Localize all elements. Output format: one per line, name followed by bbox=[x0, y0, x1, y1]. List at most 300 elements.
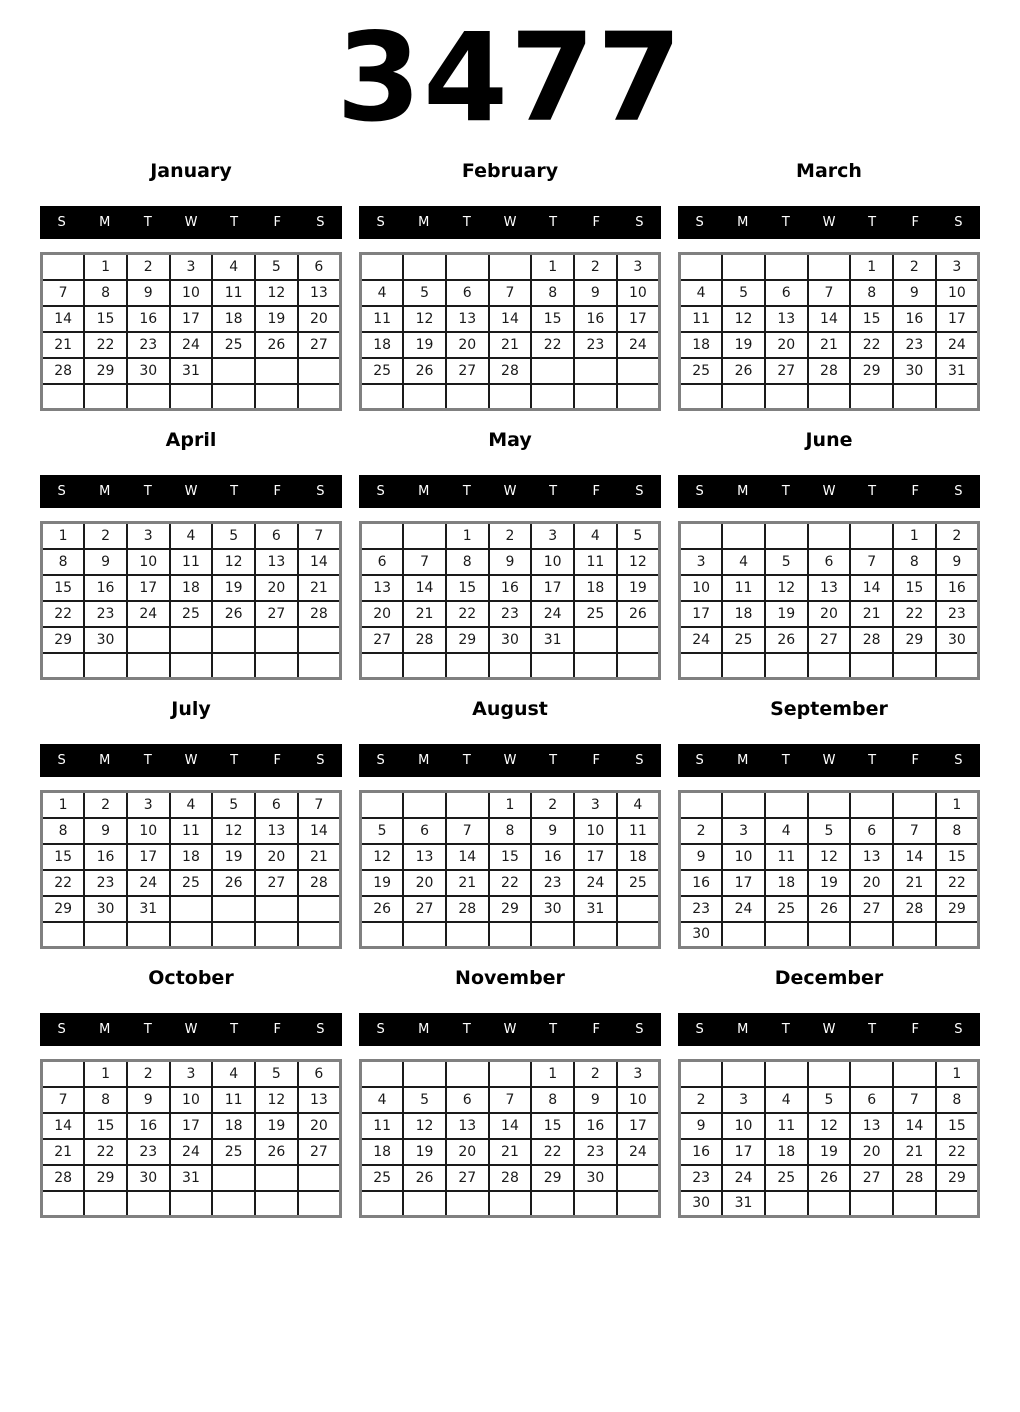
week-row bbox=[680, 306, 979, 332]
month-table bbox=[40, 521, 342, 680]
week-row bbox=[42, 792, 341, 818]
day-cell: 12 bbox=[808, 844, 851, 870]
day-cell: 17 bbox=[722, 870, 765, 896]
day-cell: 19 bbox=[765, 601, 808, 627]
day-cell: 19 bbox=[361, 870, 404, 896]
day-cell: 13 bbox=[765, 306, 808, 332]
day-cell: 21 bbox=[446, 870, 489, 896]
day-cell bbox=[212, 384, 255, 410]
day-cell bbox=[170, 896, 213, 922]
day-cell bbox=[127, 922, 170, 948]
week-row bbox=[42, 332, 341, 358]
day-cell: 11 bbox=[170, 549, 213, 575]
weekday-label: S bbox=[695, 484, 704, 499]
month-table bbox=[359, 1059, 661, 1218]
day-cell: 29 bbox=[42, 896, 85, 922]
week-row bbox=[42, 896, 341, 922]
day-cell bbox=[617, 1165, 660, 1191]
day-cell: 25 bbox=[722, 627, 765, 653]
day-cell bbox=[361, 1061, 404, 1087]
weekday-label: T bbox=[143, 753, 152, 768]
day-cell bbox=[361, 254, 404, 280]
day-cell: 18 bbox=[361, 1139, 404, 1165]
day-cell bbox=[255, 384, 298, 410]
weekday-label: S bbox=[635, 753, 644, 768]
day-cell: 6 bbox=[298, 1061, 341, 1087]
day-cell: 1 bbox=[531, 254, 574, 280]
day-cell: 30 bbox=[574, 1165, 617, 1191]
day-cell: 2 bbox=[127, 1061, 170, 1087]
day-cell bbox=[808, 384, 851, 410]
day-cell: 21 bbox=[489, 1139, 532, 1165]
day-cell: 6 bbox=[255, 523, 298, 549]
day-cell: 22 bbox=[446, 601, 489, 627]
week-row bbox=[361, 1191, 660, 1217]
day-cell: 18 bbox=[574, 575, 617, 601]
day-cell: 8 bbox=[850, 280, 893, 306]
day-cell: 23 bbox=[84, 601, 127, 627]
weekday-label: S bbox=[376, 215, 385, 230]
weekday-label: T bbox=[230, 1022, 239, 1037]
day-cell: 6 bbox=[298, 254, 341, 280]
day-cell: 6 bbox=[361, 549, 404, 575]
day-cell: 23 bbox=[680, 896, 723, 922]
day-cell: 29 bbox=[446, 627, 489, 653]
day-cell: 5 bbox=[403, 280, 446, 306]
day-cell bbox=[42, 1191, 85, 1217]
day-cell bbox=[361, 384, 404, 410]
day-cell bbox=[298, 1191, 341, 1217]
day-cell: 3 bbox=[722, 818, 765, 844]
day-cell: 30 bbox=[680, 1191, 723, 1217]
day-cell bbox=[808, 792, 851, 818]
week-row bbox=[680, 358, 979, 384]
week-row bbox=[42, 653, 341, 679]
day-cell: 27 bbox=[403, 896, 446, 922]
month-table bbox=[678, 521, 980, 680]
day-cell bbox=[680, 254, 723, 280]
day-cell: 20 bbox=[361, 601, 404, 627]
day-cell: 19 bbox=[808, 870, 851, 896]
day-cell bbox=[489, 384, 532, 410]
day-cell: 8 bbox=[446, 549, 489, 575]
day-cell bbox=[127, 653, 170, 679]
day-cell: 29 bbox=[84, 1165, 127, 1191]
day-cell bbox=[489, 1061, 532, 1087]
day-cell: 19 bbox=[255, 306, 298, 332]
day-cell: 31 bbox=[722, 1191, 765, 1217]
day-cell: 19 bbox=[808, 1139, 851, 1165]
day-cell bbox=[936, 922, 979, 948]
month-section bbox=[40, 429, 342, 680]
month-name: June bbox=[805, 429, 853, 451]
day-cell: 28 bbox=[893, 896, 936, 922]
day-cell bbox=[765, 1191, 808, 1217]
day-cell: 2 bbox=[127, 254, 170, 280]
day-cell bbox=[446, 254, 489, 280]
day-cell: 18 bbox=[212, 1113, 255, 1139]
day-cell: 21 bbox=[403, 601, 446, 627]
day-cell: 10 bbox=[617, 280, 660, 306]
weekday-label: M bbox=[418, 753, 430, 768]
weekday-label: S bbox=[954, 753, 963, 768]
month-table bbox=[359, 252, 661, 411]
week-row bbox=[361, 358, 660, 384]
day-cell: 10 bbox=[170, 1087, 213, 1113]
day-cell: 31 bbox=[170, 1165, 213, 1191]
day-cell: 5 bbox=[722, 280, 765, 306]
day-cell: 7 bbox=[808, 280, 851, 306]
day-cell: 8 bbox=[84, 280, 127, 306]
day-cell: 22 bbox=[531, 332, 574, 358]
weekday-label: S bbox=[376, 484, 385, 499]
day-cell bbox=[617, 653, 660, 679]
day-cell: 28 bbox=[893, 1165, 936, 1191]
day-cell bbox=[893, 922, 936, 948]
month-name: October bbox=[148, 967, 234, 989]
day-cell: 11 bbox=[765, 1113, 808, 1139]
day-cell: 7 bbox=[893, 818, 936, 844]
day-cell bbox=[212, 358, 255, 384]
day-cell: 13 bbox=[298, 280, 341, 306]
month-name: April bbox=[165, 429, 217, 451]
day-cell bbox=[893, 1191, 936, 1217]
day-cell: 31 bbox=[531, 627, 574, 653]
day-cell: 14 bbox=[893, 844, 936, 870]
day-cell bbox=[361, 1191, 404, 1217]
day-cell bbox=[84, 922, 127, 948]
day-cell bbox=[936, 653, 979, 679]
day-cell: 3 bbox=[127, 523, 170, 549]
day-cell: 4 bbox=[765, 818, 808, 844]
weekday-label: W bbox=[822, 215, 836, 230]
day-cell: 2 bbox=[574, 1061, 617, 1087]
week-row bbox=[42, 601, 341, 627]
day-cell: 14 bbox=[893, 1113, 936, 1139]
day-cell: 22 bbox=[84, 332, 127, 358]
day-cell: 5 bbox=[212, 523, 255, 549]
weekday-label: S bbox=[635, 484, 644, 499]
day-cell: 28 bbox=[489, 358, 532, 384]
month-section bbox=[678, 698, 980, 949]
day-cell: 25 bbox=[170, 870, 213, 896]
day-cell: 8 bbox=[936, 1087, 979, 1113]
day-cell: 16 bbox=[84, 844, 127, 870]
day-cell bbox=[574, 1191, 617, 1217]
day-cell: 12 bbox=[255, 1087, 298, 1113]
day-cell: 3 bbox=[170, 254, 213, 280]
day-cell: 27 bbox=[298, 332, 341, 358]
day-cell: 26 bbox=[617, 601, 660, 627]
day-cell: 13 bbox=[298, 1087, 341, 1113]
day-cell: 16 bbox=[84, 575, 127, 601]
week-row bbox=[361, 384, 660, 410]
day-cell: 30 bbox=[84, 627, 127, 653]
day-cell: 10 bbox=[936, 280, 979, 306]
day-cell: 24 bbox=[170, 332, 213, 358]
day-cell bbox=[361, 922, 404, 948]
day-cell: 30 bbox=[489, 627, 532, 653]
day-cell bbox=[403, 1061, 446, 1087]
day-cell: 26 bbox=[808, 1165, 851, 1191]
day-cell: 21 bbox=[893, 870, 936, 896]
day-cell bbox=[850, 792, 893, 818]
week-row bbox=[680, 1113, 979, 1139]
week-row bbox=[361, 922, 660, 948]
day-cell: 1 bbox=[850, 254, 893, 280]
day-cell: 3 bbox=[531, 523, 574, 549]
week-row bbox=[680, 844, 979, 870]
day-cell: 26 bbox=[255, 332, 298, 358]
day-cell: 24 bbox=[170, 1139, 213, 1165]
weekday-header-bar bbox=[359, 1013, 661, 1046]
day-cell: 7 bbox=[298, 523, 341, 549]
day-cell bbox=[255, 922, 298, 948]
weekday-label: W bbox=[503, 753, 517, 768]
day-cell: 30 bbox=[127, 1165, 170, 1191]
day-cell: 28 bbox=[403, 627, 446, 653]
day-cell: 17 bbox=[722, 1139, 765, 1165]
month-section bbox=[40, 160, 342, 411]
day-cell: 24 bbox=[722, 1165, 765, 1191]
weekday-label: M bbox=[99, 215, 111, 230]
day-cell: 14 bbox=[446, 844, 489, 870]
weekday-label: S bbox=[376, 1022, 385, 1037]
month-name: May bbox=[488, 429, 532, 451]
day-cell: 11 bbox=[765, 844, 808, 870]
day-cell: 13 bbox=[361, 575, 404, 601]
day-cell: 15 bbox=[531, 306, 574, 332]
day-cell: 28 bbox=[489, 1165, 532, 1191]
week-row bbox=[42, 1191, 341, 1217]
day-cell: 30 bbox=[936, 627, 979, 653]
day-cell bbox=[255, 627, 298, 653]
day-cell: 26 bbox=[808, 896, 851, 922]
day-cell: 19 bbox=[722, 332, 765, 358]
week-row bbox=[42, 844, 341, 870]
day-cell: 21 bbox=[298, 575, 341, 601]
day-cell: 27 bbox=[298, 1139, 341, 1165]
day-cell: 9 bbox=[680, 1113, 723, 1139]
day-cell: 5 bbox=[765, 549, 808, 575]
day-cell: 12 bbox=[212, 549, 255, 575]
week-row bbox=[42, 1165, 341, 1191]
months-grid bbox=[0, 152, 1020, 1218]
day-cell: 24 bbox=[936, 332, 979, 358]
day-cell bbox=[808, 1191, 851, 1217]
weekday-label: S bbox=[954, 215, 963, 230]
day-cell: 15 bbox=[893, 575, 936, 601]
day-cell: 31 bbox=[127, 896, 170, 922]
day-cell bbox=[850, 922, 893, 948]
day-cell: 13 bbox=[850, 1113, 893, 1139]
day-cell: 6 bbox=[446, 1087, 489, 1113]
day-cell bbox=[446, 922, 489, 948]
week-row bbox=[680, 549, 979, 575]
month-table bbox=[359, 790, 661, 949]
day-cell: 11 bbox=[722, 575, 765, 601]
day-cell: 25 bbox=[361, 1165, 404, 1191]
day-cell: 24 bbox=[531, 601, 574, 627]
weekday-label: W bbox=[503, 1022, 517, 1037]
day-cell: 12 bbox=[361, 844, 404, 870]
day-cell: 1 bbox=[84, 1061, 127, 1087]
day-cell: 3 bbox=[127, 792, 170, 818]
day-cell bbox=[255, 1191, 298, 1217]
day-cell: 27 bbox=[850, 1165, 893, 1191]
day-cell: 10 bbox=[127, 549, 170, 575]
week-row bbox=[42, 1087, 341, 1113]
day-cell: 15 bbox=[84, 1113, 127, 1139]
day-cell: 27 bbox=[255, 870, 298, 896]
day-cell bbox=[212, 653, 255, 679]
week-row bbox=[361, 601, 660, 627]
week-row bbox=[361, 575, 660, 601]
day-cell: 1 bbox=[936, 792, 979, 818]
day-cell: 8 bbox=[42, 818, 85, 844]
day-cell bbox=[765, 792, 808, 818]
weekday-label: W bbox=[822, 1022, 836, 1037]
week-row bbox=[42, 1113, 341, 1139]
weekday-label: T bbox=[462, 1022, 471, 1037]
day-cell: 12 bbox=[403, 1113, 446, 1139]
month-name: March bbox=[796, 160, 862, 182]
day-cell: 28 bbox=[42, 358, 85, 384]
day-cell bbox=[403, 523, 446, 549]
day-cell: 7 bbox=[403, 549, 446, 575]
day-cell: 19 bbox=[403, 1139, 446, 1165]
month-name: January bbox=[150, 160, 232, 182]
day-cell: 21 bbox=[42, 332, 85, 358]
day-cell bbox=[446, 1061, 489, 1087]
month-name: July bbox=[171, 698, 211, 720]
week-row bbox=[361, 1061, 660, 1087]
day-cell: 16 bbox=[127, 1113, 170, 1139]
weekday-label: M bbox=[737, 484, 749, 499]
day-cell bbox=[893, 384, 936, 410]
day-cell: 17 bbox=[617, 306, 660, 332]
day-cell: 8 bbox=[84, 1087, 127, 1113]
weekday-label: S bbox=[376, 753, 385, 768]
day-cell: 9 bbox=[531, 818, 574, 844]
month-table bbox=[359, 521, 661, 680]
month-name: December bbox=[774, 967, 884, 989]
day-cell: 23 bbox=[84, 870, 127, 896]
day-cell: 30 bbox=[531, 896, 574, 922]
day-cell bbox=[42, 653, 85, 679]
day-cell bbox=[298, 358, 341, 384]
day-cell bbox=[574, 384, 617, 410]
day-cell: 6 bbox=[403, 818, 446, 844]
day-cell bbox=[489, 653, 532, 679]
week-row bbox=[680, 627, 979, 653]
day-cell: 25 bbox=[170, 601, 213, 627]
day-cell: 25 bbox=[212, 1139, 255, 1165]
day-cell: 15 bbox=[936, 844, 979, 870]
week-row bbox=[42, 254, 341, 280]
day-cell: 18 bbox=[212, 306, 255, 332]
weekday-label: S bbox=[57, 753, 66, 768]
day-cell: 3 bbox=[680, 549, 723, 575]
day-cell: 4 bbox=[680, 280, 723, 306]
day-cell: 15 bbox=[84, 306, 127, 332]
day-cell: 13 bbox=[446, 1113, 489, 1139]
day-cell: 25 bbox=[765, 1165, 808, 1191]
day-cell: 14 bbox=[489, 306, 532, 332]
day-cell: 20 bbox=[446, 332, 489, 358]
day-cell: 23 bbox=[489, 601, 532, 627]
week-row bbox=[42, 358, 341, 384]
day-cell: 4 bbox=[361, 1087, 404, 1113]
weekday-label: M bbox=[418, 215, 430, 230]
weekday-label: T bbox=[230, 484, 239, 499]
week-row bbox=[361, 1139, 660, 1165]
week-row bbox=[680, 575, 979, 601]
day-cell bbox=[255, 1165, 298, 1191]
day-cell: 16 bbox=[680, 1139, 723, 1165]
day-cell bbox=[298, 1165, 341, 1191]
day-cell: 20 bbox=[850, 1139, 893, 1165]
day-cell: 24 bbox=[127, 601, 170, 627]
day-cell: 27 bbox=[361, 627, 404, 653]
day-cell: 7 bbox=[42, 280, 85, 306]
day-cell: 2 bbox=[936, 523, 979, 549]
day-cell: 20 bbox=[298, 306, 341, 332]
weekday-label: M bbox=[99, 753, 111, 768]
day-cell bbox=[361, 792, 404, 818]
day-cell: 9 bbox=[574, 1087, 617, 1113]
day-cell: 9 bbox=[936, 549, 979, 575]
day-cell: 21 bbox=[893, 1139, 936, 1165]
month-table bbox=[678, 1059, 980, 1218]
weekday-label: T bbox=[462, 215, 471, 230]
weekday-label: T bbox=[868, 484, 877, 499]
weekday-label: S bbox=[316, 753, 325, 768]
day-cell: 5 bbox=[808, 818, 851, 844]
day-cell: 10 bbox=[722, 1113, 765, 1139]
day-cell bbox=[127, 384, 170, 410]
month-name: September bbox=[770, 698, 888, 720]
day-cell: 23 bbox=[574, 1139, 617, 1165]
day-cell: 6 bbox=[850, 818, 893, 844]
day-cell: 3 bbox=[722, 1087, 765, 1113]
week-row bbox=[361, 1113, 660, 1139]
day-cell: 2 bbox=[893, 254, 936, 280]
month-section bbox=[678, 429, 980, 680]
month-section bbox=[40, 967, 342, 1218]
day-cell bbox=[765, 384, 808, 410]
day-cell: 22 bbox=[42, 601, 85, 627]
day-cell: 21 bbox=[808, 332, 851, 358]
weekday-label: S bbox=[316, 215, 325, 230]
weekday-header-bar bbox=[40, 1013, 342, 1046]
day-cell bbox=[808, 922, 851, 948]
week-row bbox=[361, 653, 660, 679]
day-cell: 7 bbox=[850, 549, 893, 575]
day-cell bbox=[893, 1061, 936, 1087]
day-cell bbox=[574, 653, 617, 679]
day-cell: 12 bbox=[765, 575, 808, 601]
day-cell: 5 bbox=[255, 1061, 298, 1087]
weekday-label: T bbox=[549, 215, 558, 230]
day-cell: 29 bbox=[84, 358, 127, 384]
day-cell: 28 bbox=[298, 870, 341, 896]
day-cell: 25 bbox=[361, 358, 404, 384]
day-cell: 18 bbox=[765, 1139, 808, 1165]
day-cell bbox=[850, 384, 893, 410]
day-cell: 14 bbox=[403, 575, 446, 601]
day-cell: 12 bbox=[808, 1113, 851, 1139]
